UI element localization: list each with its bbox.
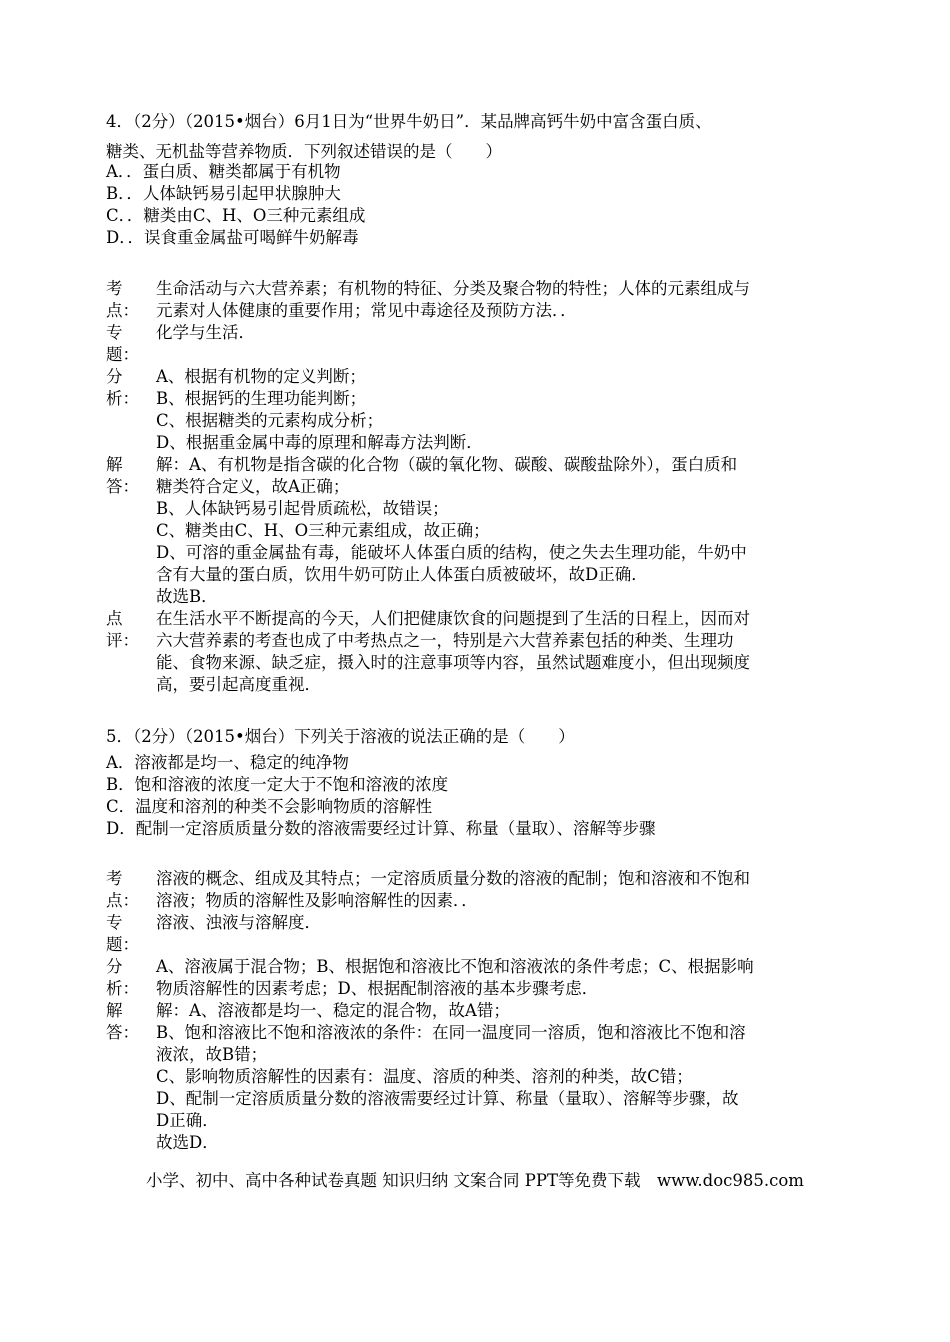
q5-stem [106, 723, 866, 750]
q5-kaodian [156, 868, 846, 912]
label-char: 题： [106, 345, 139, 364]
fenxi-line: B、根据钙的生理功能判断； [156, 389, 367, 408]
jieda-line: D、配制一定溶质质量分数的溶液需要经过计算、称量（量取）、溶解等步骤，故 [156, 1089, 739, 1108]
label-char: 析： [106, 979, 139, 998]
q4-zhuanti [156, 322, 846, 344]
label-char: 点 [106, 609, 123, 628]
q5-kaodian-label [106, 868, 146, 912]
kaodian-line: 元素对人体健康的重要作用；常见中毒途径及预防方法．． [156, 301, 577, 320]
q4-kaodian [156, 278, 846, 322]
q4-option-d: D．．误食重金属盐可喝鲜牛奶解毒 [106, 228, 359, 247]
q4-option-a: A．．蛋白质、糖类都属于有机物 [106, 162, 341, 181]
fenxi-line: 物质溶解性的因素考虑；D、根据配制溶液的基本步骤考虑． [156, 979, 599, 998]
jieda-line: 解：A、有机物是指含碳的化合物（碳的氧化物、碳酸、碳酸盐除外），蛋白质和 [156, 455, 738, 474]
jieda-line: 糖类符合定义，故A正确； [156, 477, 350, 496]
q5-option-a: A．溶液都是均一、稳定的纯净物 [106, 753, 349, 772]
jieda-line: D正确． [156, 1111, 219, 1130]
kaodian-line: 溶液；物质的溶解性及影响溶解性的因素．． [156, 891, 478, 910]
q4-zhuanti-label [106, 322, 146, 366]
dianping-line: 能、食物来源、缺乏症，摄入时的注意事项等内容，虽然试题难度小，但出现频度 [156, 653, 750, 672]
q4-jieda-label [106, 454, 146, 498]
kaodian-line: 溶液的概念、组成及其特点；一定溶质质量分数的溶液的配制；饱和溶液和不饱和 [156, 869, 750, 888]
q4-stem-line: 4．（2分）（2015•烟台）6月1日为“世界牛奶日”．某品牌高钙牛奶中富含蛋白质、 [106, 112, 712, 131]
q5-fenxi [156, 956, 846, 1000]
q4-fenxi [156, 366, 846, 454]
q5-zhuanti [156, 912, 846, 934]
label-char: 分 [106, 367, 123, 386]
q4-stem-line: 糖类、无机盐等营养物质．下列叙述错误的是（ ） [106, 142, 502, 161]
label-char: 点： [106, 301, 139, 320]
label-char: 专 [106, 323, 123, 342]
fenxi-line: A、溶液属于混合物；B、根据饱和溶液比不饱和溶液浓的条件考虑；C、根据影响 [156, 957, 754, 976]
label-char: 评： [106, 631, 139, 650]
q4-kaodian-label [106, 278, 146, 322]
q4-dianping [156, 608, 846, 696]
dianping-line: 高，要引起高度重视． [156, 675, 321, 694]
dianping-line: 在生活水平不断提高的今天，人们把健康饮食的问题提到了生活的日程上，因而对 [156, 609, 750, 628]
label-char: 答： [106, 477, 139, 496]
fenxi-line: D、根据重金属中毒的原理和解毒方法判断． [156, 433, 483, 452]
label-char: 解 [106, 1001, 123, 1020]
q5-jieda [156, 1000, 846, 1154]
q4-dianping-label [106, 608, 146, 652]
q5-zhuanti-label [106, 912, 146, 956]
q4-fenxi-label [106, 366, 146, 410]
q5-jieda-label [106, 1000, 146, 1044]
jieda-line: 故选B． [156, 587, 218, 606]
q4-option-c: C．．糖类由C、H、O三种元素组成 [106, 206, 366, 225]
label-char: 考 [106, 279, 123, 298]
jieda-line: 故选D． [156, 1133, 219, 1152]
q5-option-d: D．配制一定溶质质量分数的溶液需要经过计算、称量（量取）、溶解等步骤 [106, 819, 656, 838]
q5-stem-line: 5．（2分）（2015•烟台）下列关于溶液的说法正确的是（ ） [106, 727, 575, 746]
label-char: 解 [106, 455, 123, 474]
q5-option-b: B．饱和溶液的浓度一定大于不饱和溶液的浓度 [106, 775, 449, 794]
zhuanti-line: 化学与生活． [156, 323, 255, 342]
page-footer: 小学、初中、高中各种试卷真题 知识归纳 文案合同 PPT等免费下载 www.doc985.com [146, 1171, 804, 1190]
jieda-line: C、影响物质溶解性的因素有：温度、溶质的种类、溶剂的种类，故C错； [156, 1067, 693, 1086]
q4-jieda [156, 454, 846, 608]
fenxi-line: A、根据有机物的定义判断； [156, 367, 366, 386]
jieda-line: D、可溶的重金属盐有毒，能破坏人体蛋白质的结构，使之失去生理功能，牛奶中 [156, 543, 747, 562]
label-char: 分 [106, 957, 123, 976]
label-char: 考 [106, 869, 123, 888]
dianping-line: 六大营养素的考查也成了中考热点之一，特别是六大营养素包括的种类、生理功 [156, 631, 734, 650]
jieda-line: 液浓，故B错； [156, 1045, 268, 1064]
label-char: 题： [106, 935, 139, 954]
jieda-line: 含有大量的蛋白质，饮用牛奶可防止人体蛋白质被破坏，故D正确． [156, 565, 648, 584]
label-char: 析： [106, 389, 139, 408]
q4-stem [106, 108, 866, 165]
label-char: 专 [106, 913, 123, 932]
jieda-line: 解：A、溶液都是均一、稳定的混合物，故A错； [156, 1001, 510, 1020]
q5-fenxi-label [106, 956, 146, 1000]
label-char: 点： [106, 891, 139, 910]
jieda-line: C、糖类由C、H、O三种元素组成，故正确； [156, 521, 490, 540]
jieda-line: B、饱和溶液比不饱和溶液浓的条件：在同一温度同一溶质，饱和溶液比不饱和溶 [156, 1023, 746, 1042]
fenxi-line: C、根据糖类的元素构成分析； [156, 411, 384, 430]
kaodian-line: 生命活动与六大营养素；有机物的特征、分类及聚合物的特性；人体的元素组成与 [156, 279, 750, 298]
zhuanti-line: 溶液、浊液与溶解度． [156, 913, 321, 932]
label-char: 答： [106, 1023, 139, 1042]
jieda-line: B、人体缺钙易引起骨质疏松，故错误； [156, 499, 449, 518]
q5-option-c: C．温度和溶剂的种类不会影响物质的溶解性 [106, 797, 433, 816]
q4-option-b: B．．人体缺钙易引起甲状腺肿大 [106, 184, 341, 203]
